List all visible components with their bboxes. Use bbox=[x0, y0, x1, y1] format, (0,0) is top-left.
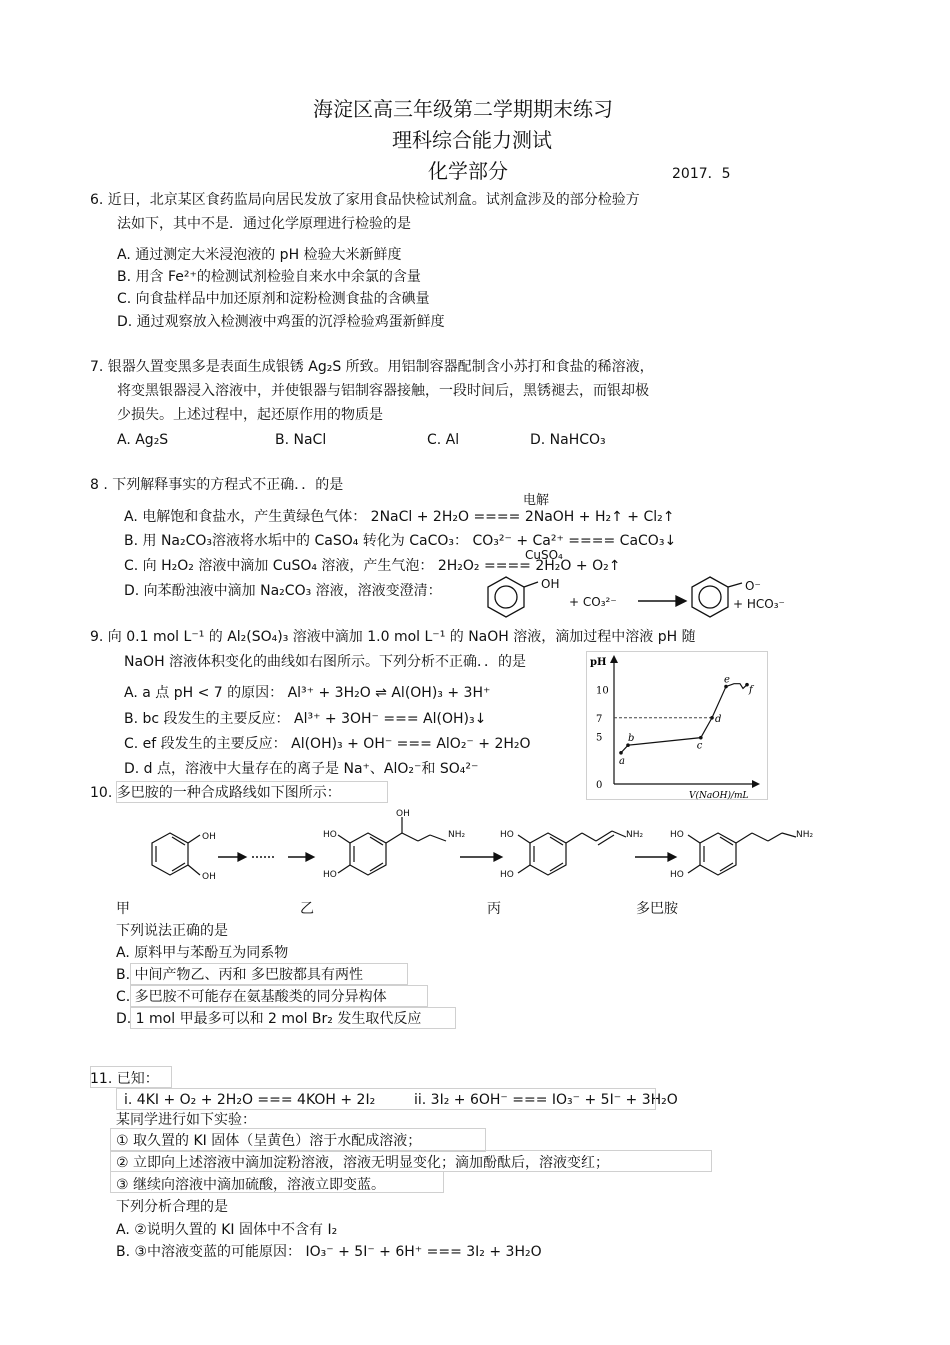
q10-option-c: C. 多巴胺不可能存在氨基酸类的同分异构体 bbox=[116, 989, 387, 1005]
point-label-f: f bbox=[749, 684, 753, 696]
q11-step-2-frame bbox=[110, 1150, 712, 1172]
point-a bbox=[619, 751, 623, 755]
q11-experiment: 某同学进行如下实验： bbox=[116, 1112, 256, 1128]
electrolysis-label: 电解 bbox=[523, 493, 550, 508]
q11-stem-frame bbox=[90, 1066, 172, 1088]
q11-option-b: B. ③中溶液变蓝的可能原因： IO₃⁻ + 5I⁻ + 6H⁺ === 3I₂ + 3H₂O bbox=[116, 1244, 542, 1260]
q11-ask: 下列分析合理的是 bbox=[116, 1199, 228, 1215]
y-tick-10: 10 bbox=[596, 685, 609, 697]
q10-ask: 下列说法正确的是 bbox=[116, 923, 228, 939]
phenol-oh-bond bbox=[524, 582, 538, 587]
y-tick-0: 0 bbox=[596, 780, 603, 791]
phenoxide-o-bond bbox=[728, 583, 742, 587]
page-title: 海淀区高三年级第二学期期末练习 bbox=[313, 97, 613, 121]
q7-option-c: C. Al bbox=[427, 432, 460, 448]
q8-option-b: B. 用 Na₂CO₃溶液将水垢中的 CaSO₄ 转化为 CaCO₃： CO₃²⁻ + Ca²⁺ ==== CaCO₃↓ bbox=[124, 533, 677, 549]
q10-option-a: A. 原料甲与苯酚互为同系物 bbox=[116, 945, 289, 961]
q11-step-3-frame bbox=[110, 1171, 444, 1193]
phenol-ring bbox=[488, 577, 524, 617]
point-label-a: a bbox=[619, 755, 625, 767]
q8-option-a: A. 电解饱和食盐水，产生黄绿色气体： 2NaCl + 2H₂O ==== 2NaOH + H₂↑ + Cl₂↑ bbox=[124, 509, 675, 525]
q10-stem: 10. 多巴胺的一种合成路线如下图所示： bbox=[90, 785, 341, 801]
q10-b-frame bbox=[130, 963, 408, 985]
point-c bbox=[699, 736, 703, 740]
catalyst-label: CuSO₄ bbox=[525, 548, 563, 562]
point-label-e: e bbox=[724, 674, 730, 686]
jia-oh-top: OH bbox=[202, 832, 216, 842]
q6-option-d: D. 通过观察放入检测液中鸡蛋的沉浮检验鸡蛋新鲜度 bbox=[117, 314, 445, 330]
reaction-arrowhead bbox=[676, 596, 686, 606]
q11-step-1-frame bbox=[110, 1128, 486, 1152]
phenol-oh-label: OH bbox=[541, 577, 560, 591]
bing-nh2: NH₂ bbox=[626, 830, 644, 840]
q11-step-3: ③ 继续向溶液中滴加硫酸，溶液立即变蓝。 bbox=[116, 1177, 385, 1193]
q9-stem-1: 9. 向 0.1 mol L⁻¹ 的 Al₂(SO₄)₃ 溶液中滴加 1.0 mol L⁻¹ 的 NaOH 溶液，滴加过程中溶液 pH 随 bbox=[90, 629, 696, 645]
point-d bbox=[710, 716, 714, 720]
label-jia: 甲 bbox=[116, 901, 130, 917]
y-tick-7: 7 bbox=[596, 713, 603, 725]
q8-stem: 8 . 下列解释事实的方程式不正确．．的是 bbox=[90, 477, 344, 493]
q10-c-frame bbox=[130, 985, 428, 1007]
ph-titration-chart bbox=[586, 651, 768, 801]
q10-option-b: B. 中间产物乙、丙和 多巴胺都具有两性 bbox=[116, 967, 363, 983]
q10-stem-frame bbox=[116, 781, 388, 803]
label-bing: 丙 bbox=[487, 901, 501, 917]
q7-stem-1: 7. 银器久置变黑多是表面生成银锈 Ag₂S 所致。用铝制容器配制含小苏打和食盐的稀溶液， bbox=[90, 359, 654, 375]
plus-bicarbonate-label: + HCO₃⁻ bbox=[733, 597, 785, 611]
point-label-b: b bbox=[628, 733, 635, 745]
point-label-d: d bbox=[715, 713, 722, 725]
q11-step-2: ② 立即向上述溶液中滴加淀粉溶液，溶液无明显变化；滴加酚酞后，溶液变红； bbox=[116, 1155, 609, 1171]
q7-option-b: B. NaCl bbox=[275, 432, 327, 448]
bing-ho-top: HO bbox=[500, 830, 514, 840]
x-axis-arrow bbox=[752, 780, 760, 788]
y-tick-5: 5 bbox=[596, 732, 603, 744]
intermediate-bing-ring bbox=[530, 833, 566, 875]
yi-nh2: NH₂ bbox=[448, 830, 466, 840]
yi-ho-bottom: HO bbox=[323, 870, 337, 880]
bing-ho-bottom: HO bbox=[500, 870, 514, 880]
q6-option-a: A. 通过测定大米浸泡液的 pH 检验大米新鲜度 bbox=[117, 247, 402, 263]
subtitle: 理科综合能力测试 bbox=[392, 128, 552, 152]
q9-option-b: B. bc 段发生的主要反应： Al³⁺ + 3OH⁻ === Al(OH)₃↓ bbox=[124, 711, 487, 727]
point-label-c: c bbox=[696, 740, 703, 752]
q9-option-c: C. ef 段发生的主要反应： Al(OH)₃ + OH⁻ === AlO₂⁻ + 2H₂O bbox=[124, 736, 531, 752]
section-title: 化学部分 bbox=[428, 159, 508, 183]
y-axis-arrow bbox=[610, 655, 618, 663]
dopamine-ho-bottom: HO bbox=[670, 870, 684, 880]
q7-stem-3: 少损失。上述过程中，起还原作用的物质是 bbox=[117, 407, 383, 423]
label-dopamine: 多巴胺 bbox=[636, 901, 678, 917]
phenol-aromatic-circle bbox=[495, 586, 517, 608]
q11-stem: 11. 已知： bbox=[90, 1071, 159, 1087]
dopamine-ring bbox=[700, 833, 736, 875]
phenoxide-label: O⁻ bbox=[745, 579, 761, 593]
yi-oh: OH bbox=[396, 809, 410, 819]
q6-option-b: B. 用含 Fe²⁺的检测试剂检验自来水中余氯的含量 bbox=[117, 269, 421, 285]
q9-option-d: D. d 点，溶液中大量存在的离子是 Na⁺、AlO₂⁻和 SO₄²⁻ bbox=[124, 761, 479, 777]
y-axis-label: pH bbox=[590, 657, 607, 668]
q7-option-d: D. NaHCO₃ bbox=[530, 432, 606, 448]
q8-option-d: D. 向苯酚浊液中滴加 Na₂CO₃ 溶液，溶液变澄清： bbox=[124, 583, 442, 599]
q11-option-a: A. ②说明久置的 KI 固体中不含有 I₂ bbox=[116, 1222, 338, 1238]
q11-equation-frame bbox=[116, 1088, 656, 1110]
q6-option-c: C. 向食盐样品中加还原剂和淀粉检测食盐的含碘量 bbox=[117, 291, 430, 307]
jia-oh-bottom: OH bbox=[202, 872, 216, 882]
phenoxide-ring bbox=[692, 577, 728, 617]
dopamine-nh2: NH₂ bbox=[796, 830, 814, 840]
q6-stem-2: 法如下，其中不是．通过化学原理进行检验的是 bbox=[117, 216, 411, 232]
phenoxide-aromatic-circle bbox=[699, 586, 721, 608]
intermediate-yi-ring bbox=[350, 833, 386, 875]
q7-option-a: A. Ag₂S bbox=[117, 432, 169, 448]
yi-ho-top: HO bbox=[323, 830, 337, 840]
plus-carbonate-label: + CO₃²⁻ bbox=[569, 595, 617, 609]
q11-step-1: ① 取久置的 KI 固体（呈黄色）溶于水配成溶液； bbox=[116, 1133, 422, 1149]
catechol-ring bbox=[152, 833, 188, 875]
q9-option-a: A. a 点 pH < 7 的原因： Al³⁺ + 3H₂O ⇌ Al(OH)₃ + 3H⁺ bbox=[124, 685, 491, 701]
q10-option-d: D. 1 mol 甲最多可以和 2 mol Br₂ 发生取代反应 bbox=[116, 1011, 422, 1027]
dopamine-ho-top: HO bbox=[670, 830, 684, 840]
q11-equation-i: i. 4KI + O₂ + 2H₂O === 4KOH + 2I₂ bbox=[124, 1092, 376, 1108]
date: 2017．5 bbox=[672, 166, 731, 182]
q10-d-frame bbox=[130, 1007, 456, 1029]
q6-stem-1: 6. 近日，北京某区食药监局向居民发放了家用食品快检试剂盒。试剂盒涉及的部分检验方 bbox=[90, 192, 640, 208]
q11-equation-ii: ii. 3I₂ + 6OH⁻ === IO₃⁻ + 5I⁻ + 3H₂O bbox=[414, 1092, 678, 1108]
q9-stem-2: NaOH 溶液体积变化的曲线如右图所示。下列分析不正确．．的是 bbox=[124, 654, 527, 670]
dopamine-synthesis-diagram bbox=[140, 803, 820, 898]
q7-stem-2: 将变黑银器浸入溶液中，并使银器与铝制容器接触，一段时间后，黑锈褪去，而银却极 bbox=[117, 383, 649, 399]
q8-option-c: C. 向 H₂O₂ 溶液中滴加 CuSO₄ 溶液，产生气泡： 2H₂O₂ ==== 2H₂O + O₂↑ bbox=[124, 558, 621, 574]
label-yi: 乙 bbox=[300, 901, 314, 917]
x-axis-label: V(NaOH)/mL bbox=[689, 791, 749, 801]
